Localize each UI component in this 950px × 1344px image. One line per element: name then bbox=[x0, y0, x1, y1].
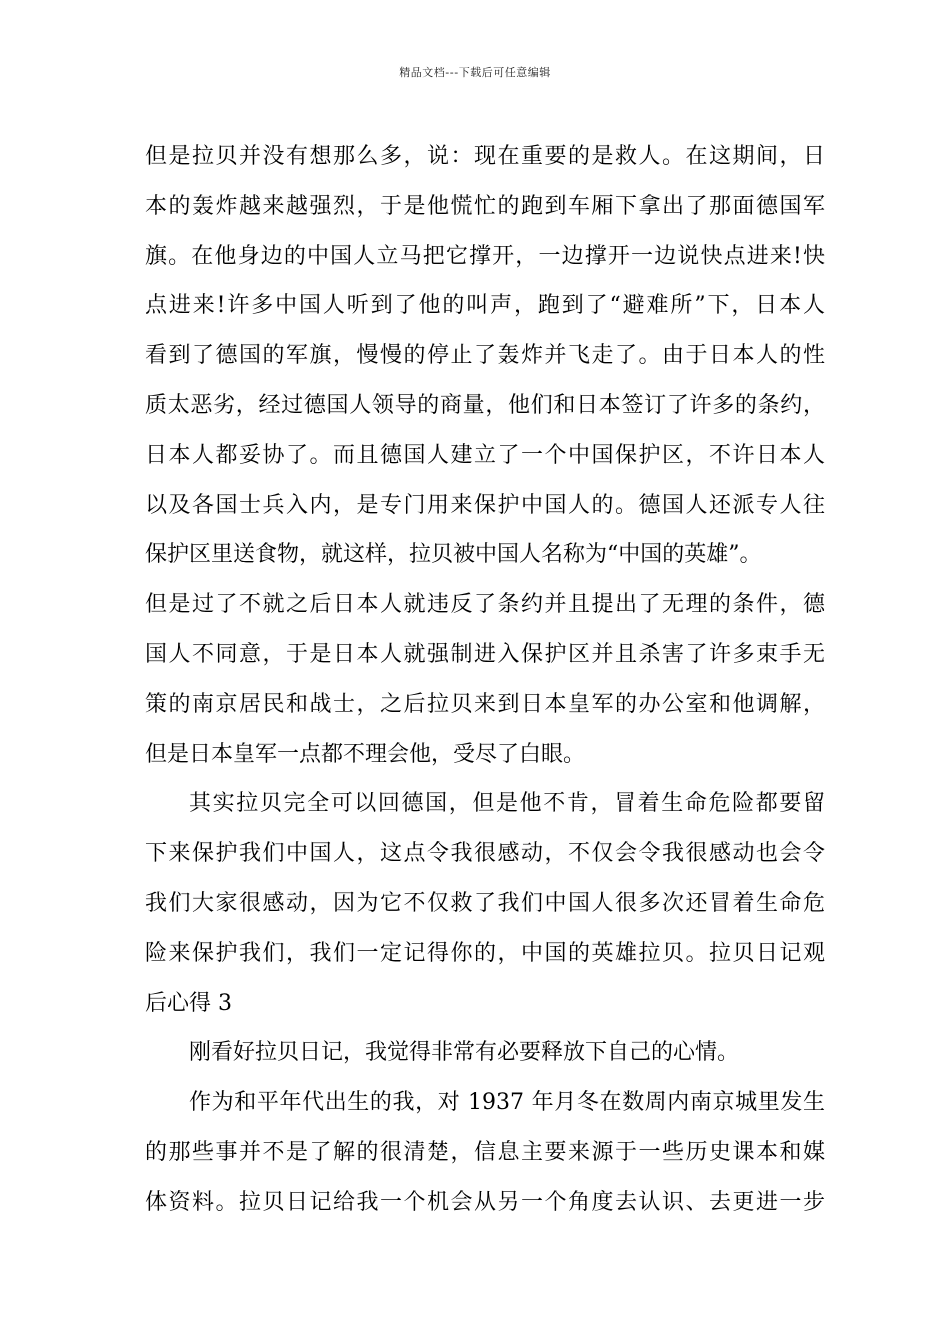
text-line: 保护区里送食物，就这样，拉贝被中国人名称为“中国的英雄”。 bbox=[145, 542, 762, 568]
paragraph-first-line: 其实拉贝完全可以回德国，但是他不肯，冒着生命危险都要留 bbox=[189, 791, 825, 817]
text-line: 以及各国士兵入内，是专门用来保护中国人的。德国人还派专人往 bbox=[145, 492, 825, 518]
text-line: 下来保护我们中国人，这点令我很感动，不仅会令我很感动也会令 bbox=[145, 841, 825, 867]
page-header: 精品文档---下载后可任意编辑 bbox=[399, 66, 551, 79]
text-line: 体资料。拉贝日记给我一个机会从另一个角度去认识、去更进一步 bbox=[145, 1189, 825, 1215]
text-line: 但是日本皇军一点都不理会他，受尽了白眼。 bbox=[145, 741, 586, 767]
text-line: 我们大家很感动，因为它不仅救了我们中国人很多次还冒着生命危 bbox=[145, 890, 825, 916]
text-line: 后心得 3 bbox=[145, 990, 232, 1016]
text-line: 策的南京居民和战士，之后拉贝来到日本皇军的办公室和他调解， bbox=[145, 691, 825, 717]
text-line: 但是拉贝并没有想那么多，说：现在重要的是救人。在这期间，日 bbox=[145, 144, 825, 169]
text-line: 点进来!许多中国人听到了他的叫声，跑到了“避难所”下，日本人 bbox=[145, 293, 825, 319]
paragraph-first-line: 作为和平年代出生的我，对 1937 年月冬在数周内南京城里发生 bbox=[189, 1090, 825, 1116]
text-line: 日本人都妥协了。而且德国人建立了一个中国保护区，不许日本人 bbox=[145, 442, 825, 468]
text-line: 本的轰炸越来越强烈，于是他慌忙的跑到车厢下拿出了那面德国军 bbox=[145, 193, 825, 219]
text-line: 的那些事并不是了解的很清楚，信息主要来源于一些历史课本和媒 bbox=[145, 1139, 825, 1165]
paragraph-first-line: 刚看好拉贝日记，我觉得非常有必要释放下自己的心情。 bbox=[189, 1040, 740, 1066]
text-line: 看到了德国的军旗，慢慢的停止了轰炸并飞走了。由于日本人的性 bbox=[145, 343, 825, 369]
text-line: 旗。在他身边的中国人立马把它撑开，一边撑开一边说快点进来!快 bbox=[145, 243, 825, 269]
text-line: 国人不同意，于是日本人就强制进入保护区并且杀害了许多束手无 bbox=[145, 641, 825, 667]
text-line: 险来保护我们，我们一定记得你的，中国的英雄拉贝。拉贝日记观 bbox=[145, 940, 825, 966]
text-line: 质太恶劣，经过德国人领导的商量，他们和日本签订了许多的条约， bbox=[145, 392, 825, 418]
text-line: 但是过了不就之后日本人就违反了条约并且提出了无理的条件，德 bbox=[145, 592, 825, 618]
document-body bbox=[145, 132, 825, 1228]
